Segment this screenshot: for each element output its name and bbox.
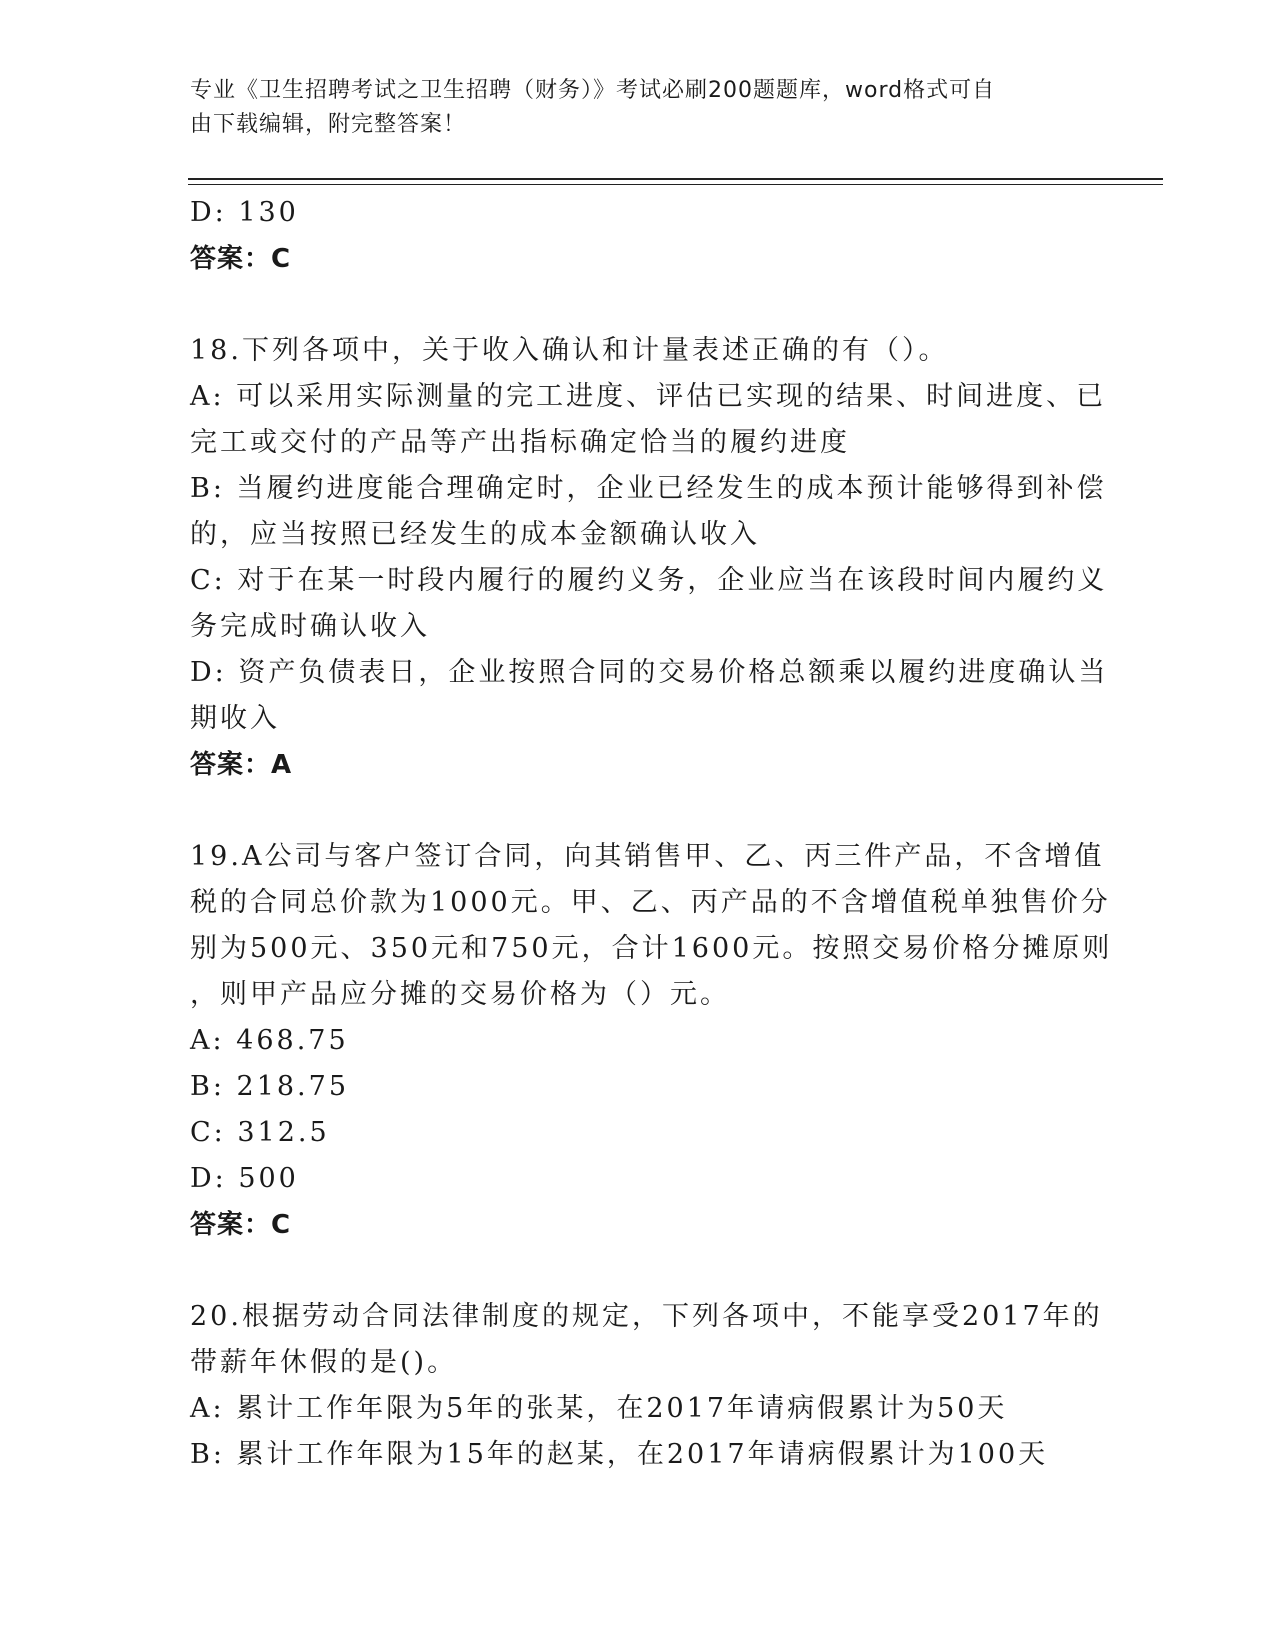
option-c: C: 312.5 [190,1117,330,1148]
question-18 [190,328,1109,788]
option-a-line-2: 完工或交付的产品等产出指标确定恰当的履约进度 [190,427,850,458]
answer-line: 答案：C [190,1210,292,1240]
option-b-line-2: 的，应当按照已经发生的成本金额确认收入 [190,519,760,550]
option-d: D: 500 [190,1163,299,1194]
option-a: A: 累计工作年限为5年的张某，在2017年请病假累计为50天 [190,1393,1008,1424]
question-stem-line-3: 别为500元、350元和750元，合计1600元。按照交易价格分摊原则 [190,933,1113,964]
spacer [190,282,1090,328]
document-header [190,74,1070,142]
question-stem-line-1: 20.根据劳动合同法律制度的规定，下列各项中，不能享受2017年的 [190,1301,1103,1332]
question-20 [190,1294,1103,1478]
option-d-line-2: 期收入 [190,703,280,734]
option-d-line-1: D: 资产负债表日，企业按照合同的交易价格总额乘以履约进度确认当 [190,657,1109,688]
header-rule-thick [188,178,1163,180]
document-body [190,190,1113,1478]
question-stem-line-4: ，则甲产品应分摊的交易价格为（）元。 [190,979,730,1010]
spacer [190,788,1090,834]
option-a: A: 468.75 [190,1025,349,1056]
option-a-line-1: A: 可以采用实际测量的完工进度、评估已实现的结果、时间进度、已 [190,381,1107,412]
question-17-tail [190,190,1090,282]
question-stem-line-1: 19.A公司与客户签订合同，向其销售甲、乙、丙三件产品，不含增值 [190,841,1105,872]
option-d: D: 130 [190,197,299,228]
option-c-line-1: C: 对于在某一时段内履行的履约义务，企业应当在该段时间内履约义 [190,565,1108,596]
answer-line: 答案：C [190,244,292,274]
option-c-line-2: 务完成时确认收入 [190,611,430,642]
question-stem-line-2: 带薪年休假的是()。 [190,1347,458,1378]
spacer [190,1248,1090,1294]
option-b-line-1: B: 当履约进度能合理确定时，企业已经发生的成本预计能够得到补偿 [190,473,1107,504]
option-b: B: 累计工作年限为15年的赵某，在2017年请病假累计为100天 [190,1439,1049,1470]
header-title-line-1: 专业《卫生招聘考试之卫生招聘（财务）》考试必刷200题题库，word格式可自 [190,78,996,103]
answer-line: 答案：A [190,750,293,780]
question-19 [190,834,1113,1248]
question-stem: 18.下列各项中，关于收入确认和计量表述正确的有（）。 [190,335,949,366]
header-title-line-2: 由下载编辑，附完整答案！ [190,112,467,137]
header-rule-thin [188,184,1163,185]
question-stem-line-2: 税的合同总价款为1000元。甲、乙、丙产品的不含增值税单独售价分 [190,887,1111,918]
option-b: B: 218.75 [190,1071,349,1102]
